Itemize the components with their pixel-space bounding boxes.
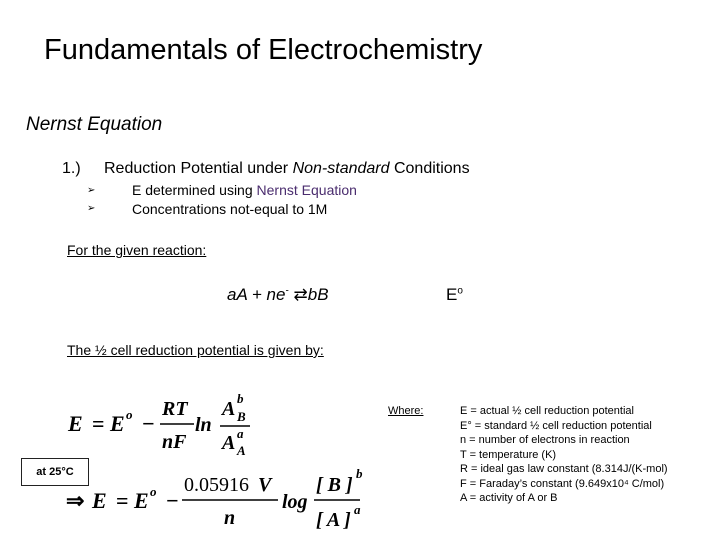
- heading-text-1: Reduction Potential under: [104, 160, 293, 177]
- section-number: 1.): [62, 160, 81, 177]
- eq2-minus: −: [166, 488, 179, 513]
- reaction-label: For the given reaction:: [67, 242, 207, 258]
- eq2-e: E: [92, 488, 107, 513]
- nernst-equation-log: [66, 466, 363, 531]
- eq2-numerator: 0.05916: [184, 474, 249, 496]
- nernst-equations: [60, 385, 390, 540]
- temperature-label: at 25°C: [36, 466, 74, 478]
- nernst-equation-ln: [67, 391, 250, 458]
- section-subtitle: Nernst Equation: [26, 114, 163, 135]
- eq2-e0: E: [134, 488, 149, 513]
- eq-denominator: nF: [162, 431, 187, 453]
- eq2-e0-sup: o: [150, 484, 157, 499]
- where-label: Where:: [388, 405, 424, 417]
- eq-ln: ln: [195, 414, 212, 436]
- definitions-list: [460, 404, 668, 506]
- eq2-concentration-b: [ B ]: [316, 474, 353, 496]
- eq-e: E: [68, 411, 83, 436]
- eq2-log: log: [282, 491, 308, 513]
- arrow-bullet-icon: ➢: [87, 185, 96, 196]
- page-title: Fundamentals of Electrochemistry: [44, 34, 483, 66]
- definition-item: F = Faraday’s constant (9.649x10⁴ C/mol): [460, 477, 665, 490]
- reaction-rhs: bB: [307, 285, 329, 304]
- bullet-emphasis: Nernst Equation: [256, 182, 357, 198]
- eq2-concentration-a-sup: a: [354, 502, 361, 517]
- eq-activity-a-sup: a: [237, 426, 244, 441]
- eq-activity-b: A: [222, 398, 236, 420]
- reaction-lhs: aA + ne: [227, 285, 286, 304]
- heading-emphasis: Non-standard: [292, 160, 390, 177]
- eq-e0: E: [110, 411, 125, 436]
- eq-activity-b-sup: b: [237, 391, 244, 406]
- equilibrium-arrow-icon: ⇄: [293, 285, 308, 304]
- eq2-concentration-a: [ A ]: [316, 509, 351, 531]
- electron-charge: -: [285, 285, 289, 297]
- definition-item: E = actual ½ cell reduction potential: [460, 405, 634, 417]
- eq-minus: −: [142, 411, 155, 436]
- eq-equals: =: [92, 411, 105, 436]
- e-symbol: E: [446, 285, 458, 304]
- definition-item: E° = standard ½ cell reduction potential: [460, 419, 652, 432]
- eq2-concentration-b-sup: b: [356, 466, 363, 481]
- bullet-text: Concentrations not-equal to 1M: [132, 201, 328, 217]
- bullet-item: [132, 182, 357, 198]
- eq-e0-sup: o: [126, 407, 133, 422]
- eq-activity-a: A: [222, 432, 236, 454]
- eq2-denominator: n: [224, 507, 236, 529]
- half-cell-label: The ½ cell reduction potential is given by:: [67, 342, 324, 358]
- definition-item: A = activity of A or B: [460, 492, 558, 504]
- definition-item: T = temperature (K): [460, 448, 557, 461]
- definition-item: R = ideal gas law constant (8.314J/(K-mol): [460, 463, 668, 475]
- section-heading: [104, 160, 470, 178]
- temperature-box: [21, 458, 89, 486]
- eq-activity-a-sub: A: [237, 443, 246, 458]
- standard-potential-label: [446, 285, 463, 305]
- bullet-item: [132, 201, 327, 217]
- bullet-text: E determined using: [132, 182, 257, 198]
- implies-arrow-icon: ⇒: [66, 488, 85, 513]
- eq-activity-b-sub: B: [237, 409, 246, 424]
- heading-text-2: Conditions: [389, 160, 470, 177]
- arrow-bullet-icon: ➢: [87, 203, 96, 214]
- e-superscript: o: [457, 285, 463, 297]
- eq2-equals: =: [116, 488, 129, 513]
- reaction-equation: [227, 285, 329, 305]
- eq-numerator: RT: [162, 398, 188, 420]
- eq2-numerator-unit: V: [258, 474, 272, 496]
- definition-item: n = number of electrons in reaction: [460, 434, 630, 446]
